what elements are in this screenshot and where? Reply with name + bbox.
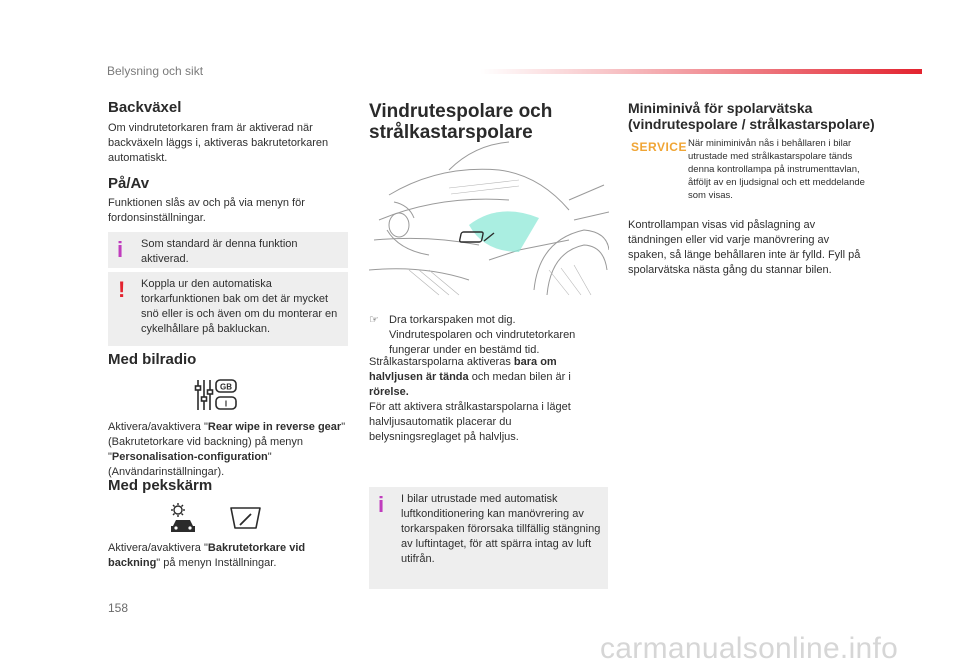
service-warning-icon: SERVICE — [631, 140, 687, 154]
svg-text:I: I — [224, 399, 228, 409]
info-icon: i — [117, 237, 124, 262]
warning-icon: ! — [118, 277, 126, 302]
heading-miniminiva: Miniminivå för spolarvätska (vindrutespolare / strålkastarspolare) — [628, 100, 875, 132]
text-service: När miniminivån nås i behållaren i bilar utrustade med strålkastarspolare tänds denna kontrollampa på instrumenttavlan, åtföljt av en ljudsignal och ett meddelande som visas. — [688, 138, 865, 201]
info-note-text: Som standard är denna funktion aktiverad. — [141, 238, 298, 265]
radio-settings-icon — [194, 377, 238, 413]
warning-note-text: Koppla ur den automatiska torkarfunktionen bak om det är mycket snö eller is och även om du monterar en cykelhållare på bakluckan. — [141, 278, 338, 335]
car-front-illustration — [369, 140, 609, 300]
page-number: 158 — [108, 601, 129, 615]
bullet-text: Dra torkarspaken mot dig. Vindrutespolaren och vindrutetorkaren fungerar under en bestämd tid. — [389, 314, 576, 356]
bullet-item — [369, 313, 609, 358]
bullet-arrow-icon: ☞ — [369, 314, 379, 326]
text-backvaxel: Om vindrutetorkaren fram är aktiverad när backväxeln läggs i, aktiveras bakrutetorkaren automatiskt. — [108, 122, 329, 164]
warning-note — [108, 272, 348, 346]
heading-med-pekskarm: Med pekskärm — [108, 477, 213, 494]
info-note-default — [108, 232, 348, 268]
text-pa-av: Funktionen slås av och på via menyn för fordonsinställningar. — [108, 197, 305, 224]
heading-med-bilradio: Med bilradio — [108, 351, 197, 368]
text-kontrollampan: Kontrollampan visas vid påslagning av tändningen eller vid varje manövrering av spaken, så länge behållaren inte är fylld. Fyll på spolarvätska nästa gång du stannar bilen. — [628, 219, 861, 276]
info-note-ac — [369, 487, 608, 589]
heading-vindrutespolare: Vindrutespolare och strålkastarspolare — [369, 101, 553, 143]
info-note-ac-text: I bilar utrustade med automatisk luftkonditionering kan manövrering av torkarspaken förorsaka tillfällig stängning av luftintaget, för att spärra intag av luft utifrån. — [401, 493, 601, 565]
heading-backvaxel: Backväxel — [108, 99, 182, 116]
rear-wiper-icon — [229, 506, 262, 530]
section-title: Belysning och sikt — [107, 64, 204, 78]
text-med-bilradio: Aktivera/avaktivera "Rear wipe in reverse gear" (Bakrutetorkare vid backning) på menyn "Personalisation-configuration" (Användarinställningar). — [108, 421, 346, 478]
svg-text:GB: GB — [220, 382, 232, 392]
heading-pa-av: På/Av — [108, 175, 150, 192]
text-stralkastarspolare: Strålkastarspolarna aktiveras bara om halvljusen är tända och medan bilen är i rörelse. För att aktivera strålkastarspolarna i läget halvljusautomatik placerar du belysningsreglaget på halvljus. — [369, 356, 571, 443]
text-med-pekskarm: Aktivera/avaktivera "Bakrutetorkare vid backning" på menyn Inställningar. — [108, 542, 306, 569]
car-settings-icon — [168, 502, 198, 534]
watermark: carmanualsonline.info — [600, 632, 899, 665]
info-icon: i — [378, 492, 385, 517]
header-accent-line — [480, 69, 922, 74]
